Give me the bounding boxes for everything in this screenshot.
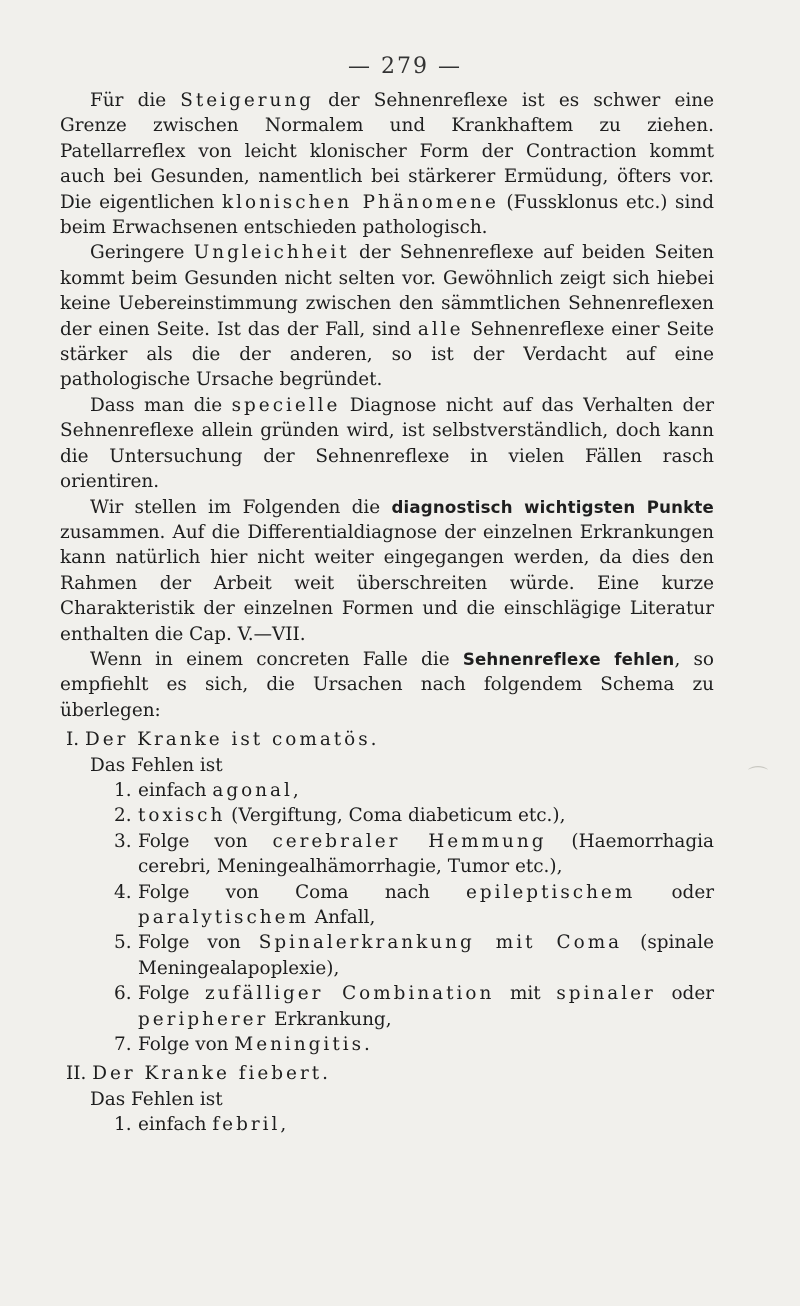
spaced-emphasis: klonischen Phänomene (221, 191, 499, 213)
text-run: , so empfiehlt es sich, die Ursachen nach folgendem Schema zu überlegen: (60, 648, 715, 721)
paragraph (60, 495, 714, 647)
schema-section (60, 1061, 714, 1137)
item-number: 1. (114, 1114, 132, 1136)
spaced-emphasis: specielle (231, 394, 341, 416)
text-run: Sehnenreflexe einer Seite stärker als die der anderen, so ist der Verdacht auf eine pathologische Ursache begründet. (60, 318, 714, 391)
spaced-emphasis: Ungleichheit (193, 242, 350, 264)
spaced-emphasis: febril (212, 1114, 281, 1136)
text-run: oder (635, 881, 714, 903)
bold-emphasis: diagnostisch wichtigsten Punkte (391, 497, 714, 517)
body-text (60, 88, 714, 723)
text-run: (spinale Meningealapoplexie), (138, 932, 714, 979)
spaced-emphasis: zufälliger Combination (205, 983, 495, 1005)
spaced-emphasis: toxisch (138, 805, 226, 827)
text-run: der Sehnenreflexe ist es schwer eine Grenze zwischen Normalem und Krankhaftem zu ziehen. Patellarreflex von leicht klonischer Form der Contraction kommt auch bei Gesunden, namentlich bei stärkerer Ermüdung, öfters vor. Die eigentlichen (60, 90, 714, 213)
text-run: mit (494, 983, 557, 1005)
schema-section (60, 727, 714, 1057)
bleed-through-mark: ⌒ (748, 764, 768, 788)
text-run: , (280, 1114, 287, 1136)
text-run: Wenn in einem concreten Falle die (90, 648, 463, 670)
spaced-emphasis: Steigerung (180, 90, 314, 111)
item-number: 3. (114, 830, 132, 852)
paragraph (60, 393, 714, 495)
text-run: Diagnose nicht auf das Verhalten der Sehnenreflexe allein gründen wird, ist selbstverständlich, doch kann die Untersuchung der Sehnenreflexe in vielen Fällen rasch orientiren. (60, 394, 714, 493)
item-text (138, 1112, 714, 1137)
item-text (138, 778, 714, 803)
spaced-emphasis: Meningitis (234, 1034, 365, 1056)
text-run: Folge von (138, 1034, 235, 1056)
item-number: 7. (114, 1034, 132, 1056)
section-subheading: Das Fehlen ist (90, 1088, 223, 1110)
text-run: Geringere (90, 242, 194, 264)
text-run: Folge von (138, 932, 259, 954)
section-subheading: Das Fehlen ist (90, 754, 223, 776)
spaced-emphasis: Der Kranke fiebert. (92, 1063, 331, 1085)
list-item (60, 880, 714, 931)
bold-emphasis: Sehnenreflexe fehlen (462, 649, 675, 669)
list-item (60, 803, 714, 828)
spaced-emphasis: peripherer (138, 1008, 269, 1030)
book-page (60, 54, 714, 1138)
paragraph (60, 88, 714, 240)
spaced-emphasis: alle (417, 318, 464, 340)
spaced-emphasis: epileptischem (466, 881, 636, 903)
text-run: , (292, 779, 299, 801)
item-text (138, 880, 714, 931)
text-run: einfach (138, 779, 213, 801)
text-run: . (364, 1034, 370, 1056)
list-item (60, 1112, 714, 1137)
list-item (60, 981, 714, 1032)
text-run: der Sehnenreflexe auf beiden Seiten kommt beim Gesunden nicht selten vor. Gewöhnlich zeigt sich hiebei keine Uebereinstimmung zwischen den sämmtlichen Sehnenreflexen der einen Seite. Ist das der Fall, sind (60, 242, 714, 340)
spaced-emphasis: paralytischem (138, 907, 309, 928)
text-run: oder (655, 983, 715, 1005)
text-run: (Vergiftung, Coma diabeticum etc.), (225, 805, 566, 827)
list-item (60, 1032, 714, 1057)
text-run: Dass man die (90, 394, 232, 416)
list-item (60, 778, 714, 803)
item-text (138, 1032, 714, 1057)
spaced-emphasis: spinaler (556, 983, 656, 1005)
text-run: einfach (138, 1114, 213, 1136)
section-heading (60, 1061, 714, 1086)
text-run: Folge von (138, 830, 273, 852)
spaced-emphasis: Der Kranke ist comatös. (84, 729, 380, 751)
diagnosis-schema (60, 727, 714, 1138)
list-item (60, 829, 714, 880)
item-number: 4. (114, 881, 132, 903)
item-number: 1. (114, 779, 132, 801)
text-run: Für die (90, 90, 181, 111)
text-run: Erkrankung, (268, 1008, 392, 1030)
spaced-emphasis: cerebraler Hemmung (272, 830, 547, 852)
spaced-emphasis: agonal (212, 779, 293, 801)
text-run: Wir stellen im Folgenden die (90, 496, 392, 518)
text-run: zusammen. Auf die Differentialdiagnose der einzelnen Erkrankungen kann natürlich hier nicht weiter eingegangen werden, da dies den Rahmen der Arbeit weit überschreiten würde. Eine kurze Charakteristik der einzelnen Formen und die einschlägige Literatur enthalten die Cap. V.—VII. (60, 521, 714, 645)
text-run: II. (66, 1063, 93, 1085)
spaced-emphasis: Spinalerkrankung mit Coma (258, 932, 623, 954)
page-number: — 279 — (348, 54, 462, 79)
text-run: (Haemorrhagia cerebri, Meningealhämorrhagie, Tumor etc.), (138, 830, 714, 878)
item-text (138, 930, 714, 981)
item-number: 6. (114, 983, 132, 1005)
paragraph (60, 647, 714, 723)
paragraph (60, 240, 714, 392)
item-text (138, 829, 714, 880)
text-run: Anfall, (308, 907, 376, 928)
list-item (60, 930, 714, 981)
text-run: (Fussklonus etc.) sind beim Erwachsenen entschieden pathologisch. (60, 191, 714, 239)
section-heading (60, 727, 714, 752)
item-number: 2. (114, 805, 132, 827)
text-run: Folge von Coma nach (138, 881, 466, 903)
item-text (138, 981, 714, 1032)
item-number: 5. (114, 932, 132, 954)
text-run: Folge (138, 983, 206, 1005)
text-run: I. (66, 729, 85, 751)
item-text (138, 803, 714, 828)
